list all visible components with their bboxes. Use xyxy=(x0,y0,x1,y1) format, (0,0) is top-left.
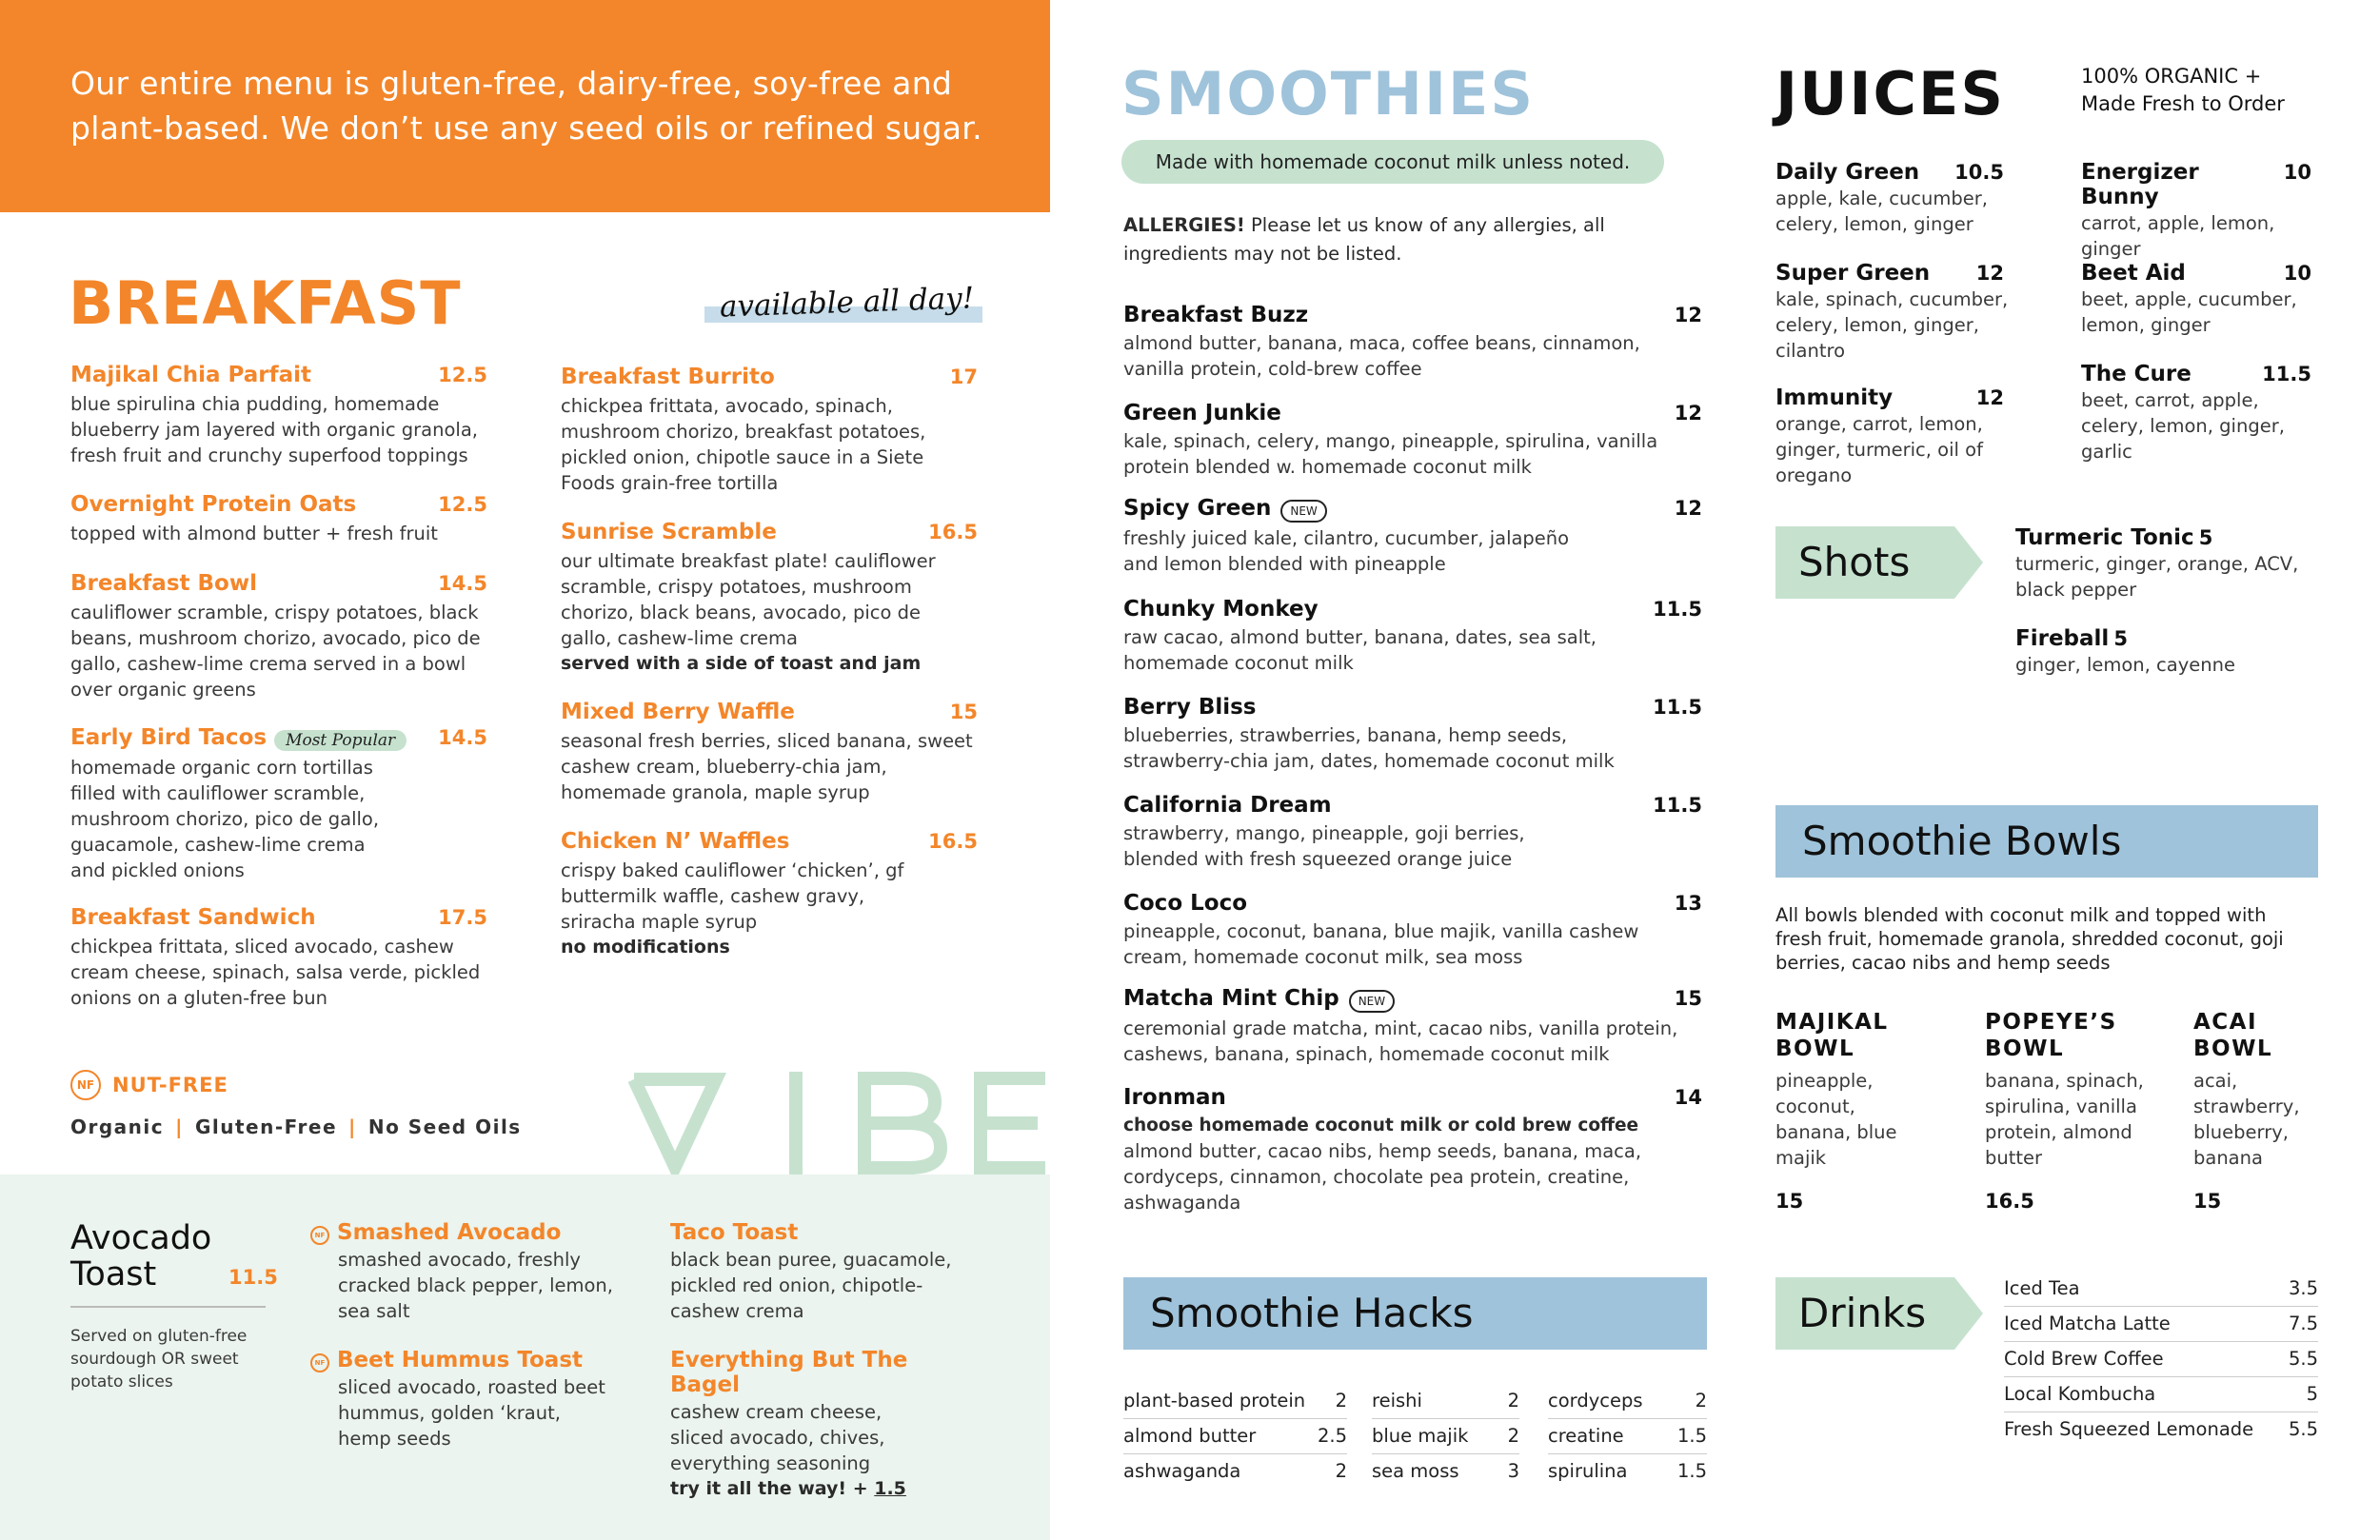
item-note: no modifications xyxy=(561,937,730,958)
toast-item-smashed-avocado xyxy=(310,1220,625,1324)
toast-title-line2: Toast xyxy=(70,1255,157,1293)
juice-energizer-bunny xyxy=(2081,160,2311,262)
item-price: 10.5 xyxy=(1954,161,2004,184)
item-name: Smashed Avocado xyxy=(337,1220,562,1245)
menu-item-overnight-protein-oats xyxy=(70,492,487,546)
item-description: our ultimate breakfast plate! cauliflower scramble, crispy potatoes, mushroom chorizo, black beans, avocado, pico de gallo, cashew-lime crema xyxy=(561,550,936,649)
item-price: 17 xyxy=(949,365,978,388)
item-name: Sunrise Scramble xyxy=(561,520,777,544)
item-name: Matcha Mint Chip xyxy=(1123,986,1339,1011)
item-price: 12 xyxy=(1674,497,1702,520)
item-price: 11.5 xyxy=(1653,598,1702,621)
drink-price: 7.5 xyxy=(2288,1313,2318,1334)
hack-price: 2 xyxy=(1507,1425,1519,1447)
item-price: 11.5 xyxy=(1653,696,1702,719)
item-name: Chunky Monkey xyxy=(1123,597,1319,622)
menu-item-breakfast-bowl xyxy=(70,571,487,702)
item-description: black bean puree, guacamole, pickled red onion, chipotle-cashew crema xyxy=(670,1249,952,1322)
item-price: 10 xyxy=(2283,262,2311,285)
item-description: kale, spinach, cucumber, celery, lemon, ginger, cilantro xyxy=(1775,288,2009,362)
hack-row xyxy=(1372,1454,1519,1489)
item-price: 12 xyxy=(1674,402,1702,424)
item-name: Beet Hummus Toast xyxy=(337,1348,583,1372)
item-description: topped with almond butter + fresh fruit xyxy=(70,523,438,544)
smoothie-matcha-mint-chip xyxy=(1123,986,1702,1067)
menu-item-breakfast-sandwich xyxy=(70,905,487,1011)
bowl-title xyxy=(1985,1009,2147,1062)
hack-price: 2.5 xyxy=(1317,1425,1347,1447)
item-note: choose homemade coconut milk or cold brew coffee xyxy=(1123,1116,1639,1135)
item-price: 12 xyxy=(1674,304,1702,326)
juice-beet-aid xyxy=(2081,261,2311,338)
hack-name: creatine xyxy=(1548,1425,1624,1447)
bowl-price: 15 xyxy=(2193,1190,2222,1213)
hack-price: 1.5 xyxy=(1676,1425,1707,1447)
item-description: ceremonial grade matcha, mint, cacao nibs, vanilla protein, cashews, banana, spinach, homemade coconut milk xyxy=(1123,1017,1678,1065)
juices-tagline xyxy=(2081,63,2285,118)
smoothie-chunky-monkey xyxy=(1123,597,1702,676)
drink-name: Local Kombucha xyxy=(2004,1383,2156,1405)
item-description: freshly juiced kale, cilantro, cucumber, jalapeño and lemon blended with pineapple xyxy=(1123,526,1570,575)
drink-name: Iced Matcha Latte xyxy=(2004,1313,2171,1334)
item-description: raw cacao, almond butter, banana, dates, sea salt, homemade coconut milk xyxy=(1123,626,1597,674)
tag-separator: | xyxy=(175,1116,184,1138)
allergy-text: Please let us know of any allergies, all ingredients may not be listed. xyxy=(1123,214,1605,265)
item-name: Breakfast Sandwich xyxy=(70,905,316,930)
nut-free-legend xyxy=(70,1070,228,1100)
juice-the-cure xyxy=(2081,362,2311,464)
drink-price: 5.5 xyxy=(2288,1348,2318,1370)
hack-name: blue majik xyxy=(1372,1425,1469,1447)
smoothie-spicy-green xyxy=(1123,496,1702,577)
item-name: Breakfast Bowl xyxy=(70,571,257,596)
shot-turmeric-tonic xyxy=(2015,525,2320,602)
drink-price: 5.5 xyxy=(2288,1418,2318,1440)
hack-name: ashwaganda xyxy=(1123,1460,1241,1482)
item-description: beet, carrot, apple, celery, lemon, ginger, garlic xyxy=(2081,389,2285,463)
item-description: smashed avocado, freshly cracked black pepper, lemon, sea salt xyxy=(338,1249,613,1322)
logo-letter-b xyxy=(864,1072,941,1175)
new-badge: NEW xyxy=(1349,990,1395,1013)
menu-item-mixed-berry-waffle xyxy=(561,700,978,805)
item-name: Majikal Chia Parfait xyxy=(70,363,312,387)
item-name: Overnight Protein Oats xyxy=(70,492,357,517)
nut-free-icon: NF xyxy=(70,1070,101,1100)
item-name: Turmeric Tonic xyxy=(2015,525,2194,550)
bowl-popeyes xyxy=(1985,1009,2147,1213)
tag-no-seed-oils: No Seed Oils xyxy=(367,1116,522,1138)
hack-name: sea moss xyxy=(1372,1460,1459,1482)
diet-tags xyxy=(70,1116,522,1138)
bowl-title xyxy=(1775,1009,1937,1062)
nut-free-icon: NF xyxy=(310,1226,329,1245)
drinks-title: Drinks xyxy=(1798,1290,1927,1336)
item-price: 12 xyxy=(1975,262,2004,285)
item-price: 16.5 xyxy=(928,830,978,853)
hack-row xyxy=(1123,1384,1347,1419)
allergy-label: ALLERGIES! xyxy=(1123,214,1245,236)
tag-gluten-free: Gluten-Free xyxy=(194,1116,338,1138)
item-name: Chicken N’ Waffles xyxy=(561,829,790,854)
bowl-acai xyxy=(2193,1009,2355,1213)
item-price: 16.5 xyxy=(928,521,978,543)
item-name: Green Junkie xyxy=(1123,401,1281,425)
intro-banner-text: Our entire menu is gluten-free, dairy-free, soy-free and plant-based. We don’t use any seed oils or refined sugar. xyxy=(70,65,982,147)
item-name: Breakfast Buzz xyxy=(1123,303,1309,327)
hack-price: 3 xyxy=(1507,1460,1519,1482)
item-price: 12.5 xyxy=(438,493,487,516)
drink-name: Cold Brew Coffee xyxy=(2004,1348,2164,1370)
bowl-price: 16.5 xyxy=(1985,1190,2034,1213)
item-description: chickpea frittata, sliced avocado, cashew cream cheese, spinach, salsa verde, pickled onions on a gluten-free bun xyxy=(70,936,481,1009)
bowl-majikal xyxy=(1775,1009,1937,1213)
juices-title: JUICES xyxy=(1775,59,2005,128)
bowl-price: 15 xyxy=(1775,1190,1804,1213)
smoothie-breakfast-buzz xyxy=(1123,303,1702,382)
drinks-list xyxy=(2004,1272,2318,1447)
item-description: almond butter, cacao nibs, hemp seeds, banana, maca, cordyceps, cinnamon, chocolate pea protein, creatine, ashwaganda xyxy=(1123,1140,1642,1214)
hack-name: spirulina xyxy=(1548,1460,1628,1482)
bowl-title-line2: BOWL xyxy=(1775,1037,1855,1061)
bowls-note: All bowls blended with coconut milk and topped with fresh fruit, homemade granola, shredded coconut, goji berries, cacao nibs and hemp seeds xyxy=(1775,904,2284,974)
hack-name: almond butter xyxy=(1123,1425,1257,1447)
hack-row xyxy=(1548,1454,1707,1489)
item-name: Beet Aid xyxy=(2081,261,2186,286)
bowl-description: pineapple, coconut, banana, blue majik xyxy=(1775,1070,1897,1169)
toast-divider xyxy=(70,1306,266,1308)
item-description: turmeric, ginger, orange, ACV, black pepper xyxy=(2015,553,2299,601)
drink-row xyxy=(2004,1377,2318,1412)
toast-item-taco-toast xyxy=(670,1220,984,1324)
item-description: ginger, lemon, cayenne xyxy=(2015,654,2235,676)
item-description: apple, kale, cucumber, celery, lemon, ginger xyxy=(1775,188,1988,235)
smoothie-coco-loco xyxy=(1123,891,1702,970)
juice-immunity xyxy=(1775,385,2004,488)
drink-row xyxy=(2004,1272,2318,1307)
item-price: 14 xyxy=(1674,1086,1702,1109)
menu-item-sunrise-scramble xyxy=(561,520,978,677)
smoothie-hacks-header xyxy=(1123,1277,1707,1350)
smoothie-berry-bliss xyxy=(1123,695,1702,774)
item-name: Energizer Bunny xyxy=(2081,160,2199,209)
drinks-header xyxy=(1775,1277,1983,1350)
hack-name: reishi xyxy=(1372,1390,1422,1412)
item-description: crispy baked cauliflower ‘chicken’, gf buttermilk waffle, cashew gravy, sriracha maple syrup xyxy=(561,859,904,933)
note-prefix: try it all the way! + xyxy=(670,1478,875,1499)
item-price: 12.5 xyxy=(438,364,487,386)
item-description: kale, spinach, celery, mango, pineapple, spirulina, vanilla protein blended w. homemade coconut milk xyxy=(1123,430,1658,478)
drink-row xyxy=(2004,1412,2318,1447)
allergy-note xyxy=(1123,211,1656,268)
item-price: 17.5 xyxy=(438,906,487,929)
item-description: almond butter, banana, maca, coffee beans, cinnamon, vanilla protein, cold-brew coffee xyxy=(1123,332,1640,380)
hack-row xyxy=(1548,1384,1707,1419)
nut-free-label: NUT-FREE xyxy=(112,1074,228,1096)
toast-title-line1: Avocado xyxy=(70,1219,212,1257)
item-price: 13 xyxy=(1674,892,1702,915)
bowl-description: acai, strawberry, blueberry, banana xyxy=(2193,1070,2300,1169)
item-description: cashew cream cheese, sliced avocado, chives, everything seasoning xyxy=(670,1401,885,1474)
tag-organic: Organic xyxy=(70,1116,165,1138)
toast-item-everything-bagel xyxy=(670,1348,984,1502)
item-price: 10 xyxy=(2283,161,2311,184)
item-price: 15 xyxy=(949,701,978,723)
tag-separator: | xyxy=(348,1116,357,1138)
hack-price: 2 xyxy=(1507,1390,1519,1412)
hacks-column-3 xyxy=(1548,1384,1707,1489)
item-price: 12 xyxy=(1975,386,2004,409)
item-description: pineapple, coconut, banana, blue majik, vanilla cashew cream, homemade coconut milk, sea moss xyxy=(1123,920,1639,968)
hack-price: 1.5 xyxy=(1676,1460,1707,1482)
hack-row xyxy=(1123,1419,1347,1454)
drink-row xyxy=(2004,1307,2318,1342)
toast-item-beet-hummus xyxy=(310,1348,625,1451)
smoothie-hacks-title: Smoothie Hacks xyxy=(1150,1290,1474,1336)
logo-letter-e xyxy=(981,1078,1045,1168)
juice-daily-green xyxy=(1775,160,2004,237)
item-description: cauliflower scramble, crispy potatoes, black beans, mushroom chorizo, avocado, pico de gallo, cashew-lime crema served in a bowl over organic greens xyxy=(70,602,481,701)
smoothie-bowls-header xyxy=(1775,805,2318,878)
item-price: 5 xyxy=(2113,627,2129,650)
item-description: strawberry, mango, pineapple, goji berries, blended with fresh squeezed orange juice xyxy=(1123,822,1525,870)
item-name: California Dream xyxy=(1123,793,1332,818)
smoothie-california-dream xyxy=(1123,793,1702,872)
logo-text: VIBE xyxy=(628,1072,631,1073)
new-badge: NEW xyxy=(1280,500,1326,523)
logo-letter-v xyxy=(634,1079,716,1167)
most-popular-badge: Most Popular xyxy=(274,730,407,751)
menu-item-chicken-n-waffles xyxy=(561,829,978,960)
item-description: orange, carrot, lemon, ginger, turmeric, oil of oregano xyxy=(1775,413,1983,486)
bowl-title-line2: BOWL xyxy=(1985,1037,2065,1061)
item-name: Daily Green xyxy=(1775,160,1920,185)
avocado-toast-price: 11.5 xyxy=(228,1266,278,1289)
item-note: served with a side of toast and jam xyxy=(561,653,922,674)
hack-row xyxy=(1548,1419,1707,1454)
juice-super-green xyxy=(1775,261,2009,364)
bowl-title-line2: BOWL xyxy=(2193,1037,2273,1061)
item-name: Berry Bliss xyxy=(1123,695,1257,720)
shots-title: Shots xyxy=(1798,539,1911,585)
hack-row xyxy=(1372,1384,1519,1419)
item-price: 14.5 xyxy=(438,572,487,595)
item-price: 14.5 xyxy=(438,726,487,749)
item-name: Everything But The Bagel xyxy=(670,1348,908,1397)
tagline-text: available all day! xyxy=(719,281,975,325)
drink-row xyxy=(2004,1342,2318,1377)
bowl-title-line1: ACAI xyxy=(2193,1010,2258,1035)
shot-fireball xyxy=(2015,626,2320,678)
item-price: 11.5 xyxy=(2262,363,2311,385)
bowl-description: banana, spinach, spirulina, vanilla protein, almond butter xyxy=(1985,1070,2144,1169)
hack-price: 2 xyxy=(1335,1460,1347,1482)
item-description: blue spirulina chia pudding, homemade blueberry jam layered with organic granola, fresh fruit and crunchy superfood toppings xyxy=(70,393,478,466)
item-price: 11.5 xyxy=(1653,794,1702,817)
note-price: 1.5 xyxy=(874,1478,906,1499)
item-price: 5 xyxy=(2198,526,2213,549)
item-description: seasonal fresh berries, sliced banana, sweet cashew cream, blueberry-chia jam, homemade granola, maple syrup xyxy=(561,730,973,803)
smoothie-bowls-title: Smoothie Bowls xyxy=(1802,818,2122,864)
drink-name: Iced Tea xyxy=(2004,1277,2080,1299)
hack-name: plant-based protein xyxy=(1123,1390,1306,1412)
smoothie-green-junkie xyxy=(1123,401,1702,480)
drink-name: Fresh Squeezed Lemonade xyxy=(2004,1418,2254,1440)
item-description: carrot, apple, lemon, ginger xyxy=(2081,212,2275,260)
item-name: Immunity xyxy=(1775,385,1894,410)
toast-bread-note: Served on gluten-free sourdough OR sweet potato slices xyxy=(70,1327,248,1392)
smoothie-ironman xyxy=(1123,1085,1702,1215)
item-description: homemade organic corn tortillas filled with cauliflower scramble, mushroom chorizo, pico de gallo, guacamole, cashew-lime crema and pickled onions xyxy=(70,756,380,881)
item-note xyxy=(670,1476,984,1502)
item-description: beet, apple, cucumber, lemon, ginger xyxy=(2081,288,2297,336)
hack-price: 2 xyxy=(1695,1390,1707,1412)
smoothies-title: SMOOTHIES xyxy=(1121,59,1536,128)
item-name: Spicy Green xyxy=(1123,496,1272,521)
item-name: Taco Toast xyxy=(670,1220,799,1245)
avocado-toast-title xyxy=(70,1220,211,1293)
hacks-column-2 xyxy=(1372,1384,1519,1489)
coconut-milk-note: Made with homemade coconut milk unless noted. xyxy=(1121,140,1664,184)
breakfast-title: BREAKFAST xyxy=(69,268,462,338)
nut-free-icon: NF xyxy=(310,1353,329,1372)
menu-item-early-bird-tacos xyxy=(70,725,487,883)
item-description: chickpea frittata, avocado, spinach, mushroom chorizo, breakfast potatoes, pickled onion, chipotle sauce in a Siete Foods grain-free tortilla xyxy=(561,395,926,494)
item-description: sliced avocado, roasted beet hummus, golden ‘kraut, hemp seeds xyxy=(338,1376,605,1450)
available-all-day-tagline xyxy=(704,281,982,325)
menu-item-breakfast-burrito xyxy=(561,365,978,496)
shots-header xyxy=(1775,526,1983,599)
bowl-title-line1: POPEYE’S xyxy=(1985,1010,2117,1035)
item-name: Fireball xyxy=(2015,626,2110,651)
item-name: Breakfast Burrito xyxy=(561,365,775,389)
item-name: Mixed Berry Waffle xyxy=(561,700,795,724)
hacks-column-1 xyxy=(1123,1384,1347,1489)
item-name: Ironman xyxy=(1123,1085,1226,1110)
item-name: Coco Loco xyxy=(1123,891,1248,916)
menu-item-majikal-chia-parfait xyxy=(70,363,487,468)
drink-price: 3.5 xyxy=(2288,1277,2318,1299)
hack-price: 2 xyxy=(1335,1390,1347,1412)
tagline-line1: 100% ORGANIC + xyxy=(2081,65,2262,88)
hack-row xyxy=(1123,1454,1347,1489)
item-price: 15 xyxy=(1674,987,1702,1010)
hack-row xyxy=(1372,1419,1519,1454)
item-name: Super Green xyxy=(1775,261,1931,286)
drink-price: 5 xyxy=(2306,1383,2318,1405)
vibe-logo xyxy=(628,1072,1049,1175)
bowl-title xyxy=(2193,1009,2355,1062)
item-name: Early Bird Tacos xyxy=(70,725,268,750)
hack-name: cordyceps xyxy=(1548,1390,1643,1412)
bowl-title-line1: MAJIKAL xyxy=(1775,1010,1889,1035)
item-description: blueberries, strawberries, banana, hemp seeds, strawberry-chia jam, dates, homemade coconut milk xyxy=(1123,724,1615,772)
tagline-line2: Made Fresh to Order xyxy=(2081,92,2285,115)
item-name: The Cure xyxy=(2081,362,2192,386)
